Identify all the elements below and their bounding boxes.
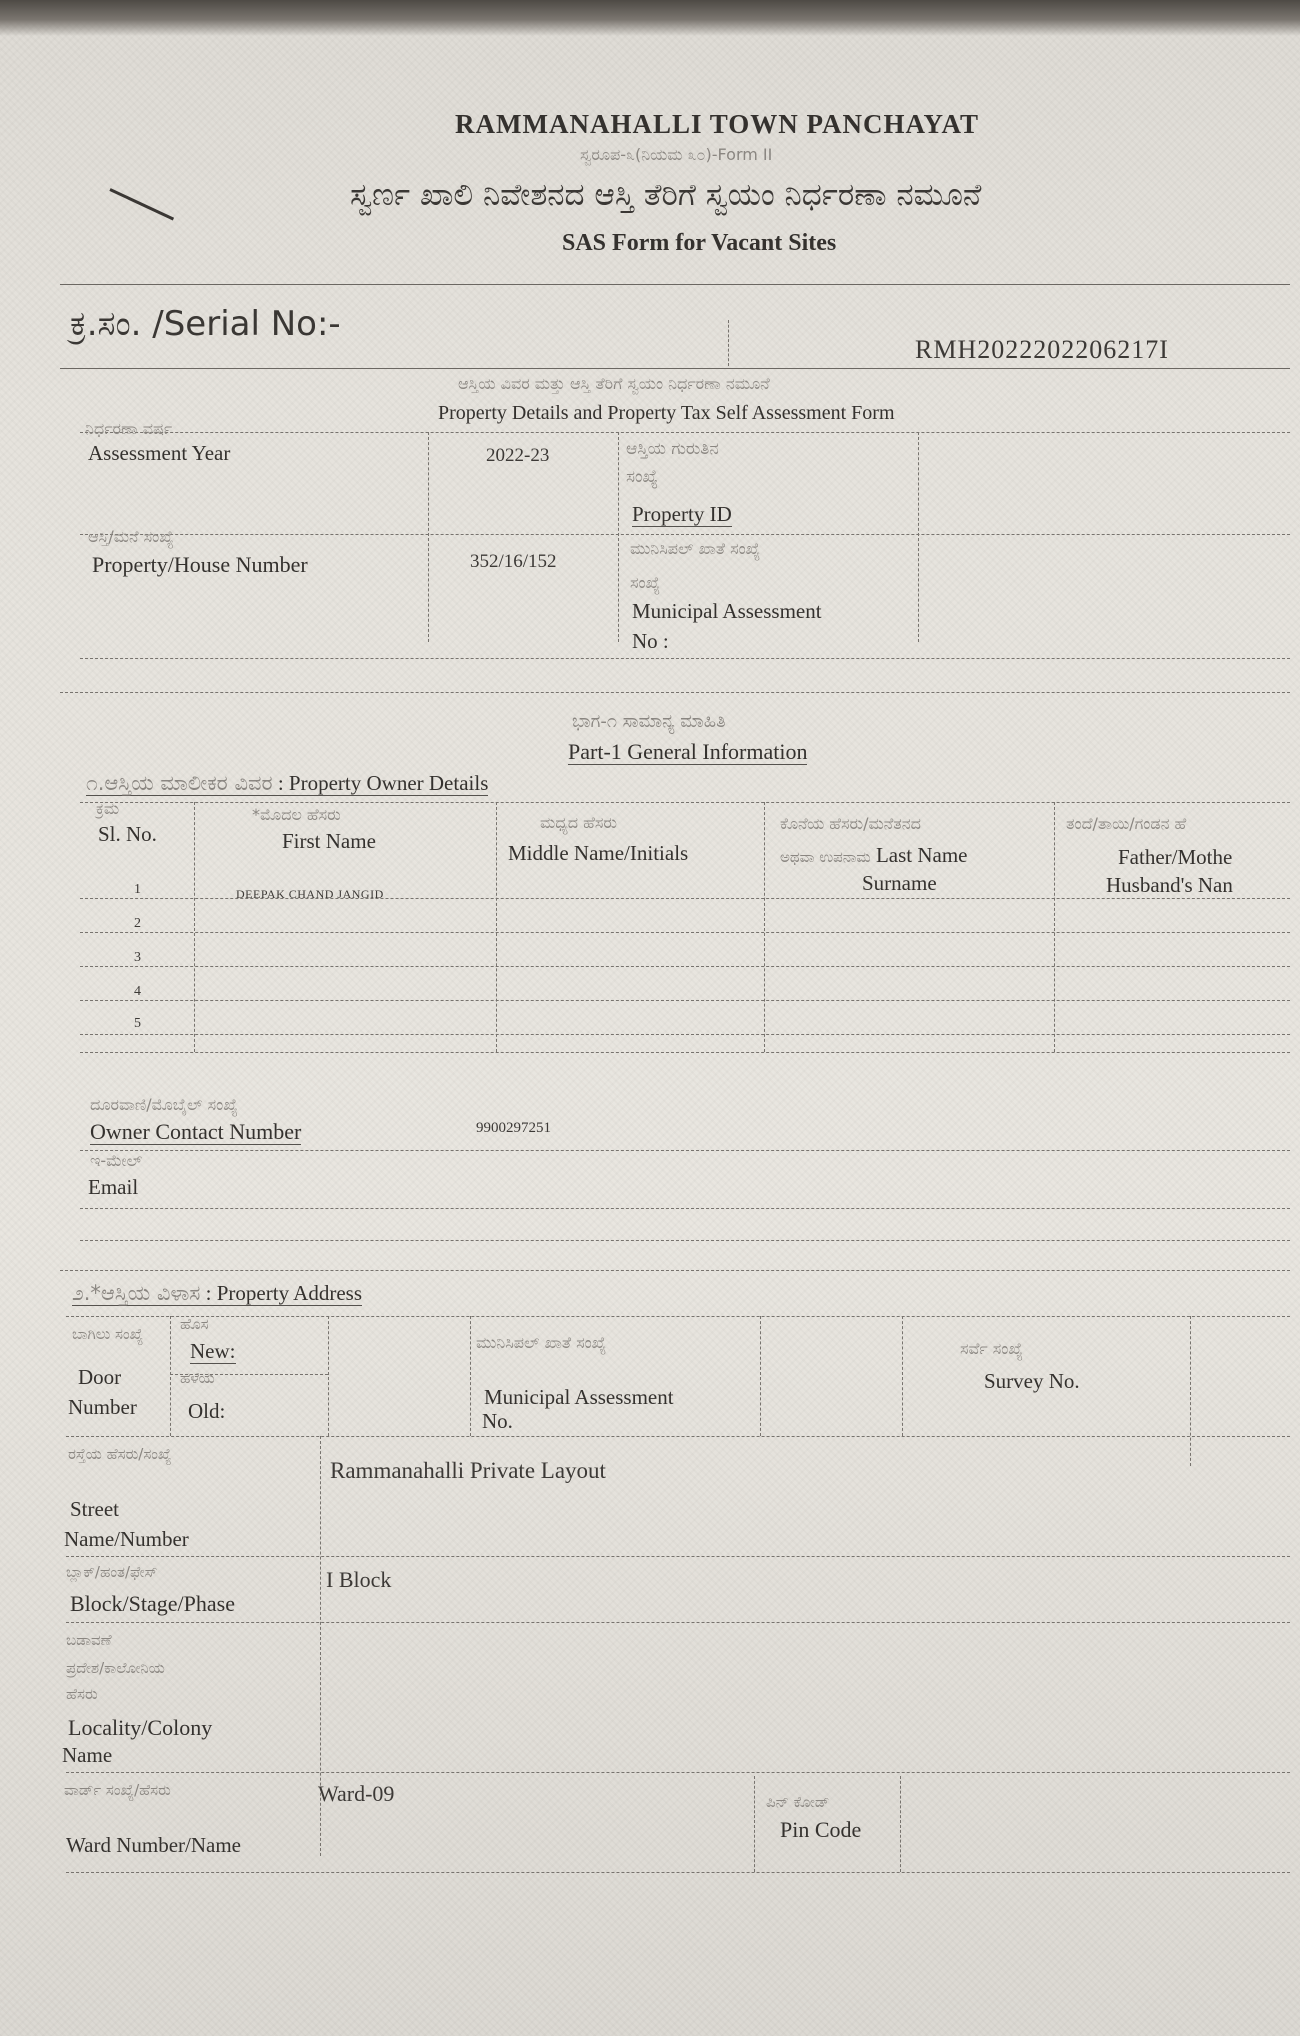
property-id-label-kn: ಆಸ್ತಿಯ ಗುರುತಿನ — [626, 439, 719, 459]
locality-label: Locality/Colony — [68, 1715, 213, 1740]
owner-col-divider-1 — [194, 802, 195, 1052]
address-divider-4 — [1190, 1316, 1191, 1466]
locality-label-kn-2: ಪ್ರದೇಶ/ಕಾಲೋನಿಯ — [66, 1659, 165, 1677]
door-label: Door — [78, 1365, 122, 1389]
property-block-heading-en: Property Details and Property Tax Self Assessment Form — [438, 402, 895, 424]
page-top-edge — [0, 0, 1300, 36]
street-label-2: Name/Number — [64, 1527, 189, 1551]
col-last-name — [780, 844, 967, 867]
assessment-year-label-kn: ನಿರ್ಧರಣಾ ವರ್ಷ — [85, 419, 173, 438]
door-label-kn: ಬಾಗಿಲು ಸಂಖ್ಯೆ — [72, 1325, 144, 1343]
col-parent-kn: ತಂದೆ/ತಾಯಿ/ಗಂಡನ ಹೆ — [1066, 814, 1187, 833]
address-divider-new — [328, 1316, 329, 1436]
property-id-label: Property ID — [632, 502, 732, 526]
rule-street — [66, 1556, 1290, 1557]
rule-ward — [66, 1872, 1290, 1873]
form-reference: ಸ್ವರೂಪ-೩(ನಿಯಮ ೩೦)-Form II — [580, 145, 773, 164]
part1-heading: Part-1 General Information — [568, 739, 808, 764]
contact-value: 9900297251 — [476, 1120, 551, 1136]
door-old-label: Old: — [188, 1399, 226, 1423]
address-heading — [72, 1282, 362, 1305]
col-middle-name: Middle Name/Initials — [508, 841, 689, 865]
rule-property-top — [80, 432, 1290, 433]
assessment-year-value: 2022-23 — [486, 445, 550, 466]
address-divider-2 — [760, 1316, 761, 1436]
locality-label-kn-3: ಹೆಸರು — [66, 1685, 98, 1703]
col-parent: Father/Mothe — [1118, 845, 1233, 869]
house-number-value: 352/16/152 — [470, 551, 557, 572]
door-new-label-kn: ಹೊಸ — [180, 1315, 209, 1333]
rule-owner-header-top — [80, 802, 1290, 803]
ward-value: Ward-09 — [318, 1781, 395, 1806]
col-last-name-kn-2: ಅಥವಾ ಉಪನಾಮ — [780, 848, 871, 866]
contact-label: Owner Contact Number — [90, 1119, 302, 1144]
house-number-label: Property/House Number — [92, 552, 308, 577]
rule-locality — [66, 1772, 1290, 1773]
rule-contact — [80, 1150, 1290, 1151]
block-value: I Block — [326, 1567, 392, 1592]
rule-address-head — [66, 1316, 1290, 1317]
municipal-assessment-label-2: No : — [632, 629, 669, 653]
property-block-heading-kn: ಆಸ್ತಿಯ ವಿವರ ಮತ್ತು ಆಸ್ತಿ ತೆರಿಗೆ ಸ್ವಯಂ ನಿರ್ಧರಣಾ ನಮೂನೆ — [458, 374, 770, 393]
survey-label: Survey No. — [984, 1369, 1080, 1393]
rule-serial — [60, 368, 1290, 369]
rule-row-5 — [80, 1052, 1290, 1053]
col-parent-2: Husband's Nan — [1106, 873, 1233, 897]
form-title-english: SAS Form for Vacant Sites — [562, 230, 837, 256]
email-label-kn: ಇ-ಮೇಲ್ — [90, 1151, 143, 1170]
municipal-assessment-label-kn: ಮುನಿಸಿಪಲ್ ಖಾತೆ ಸಂಖ್ಯೆ — [630, 539, 761, 558]
rule-top — [60, 284, 1290, 285]
door-label-2: Number — [68, 1395, 137, 1419]
row-sl: 5 — [134, 1016, 141, 1031]
property-divider-3 — [918, 432, 919, 642]
address-divider-muni — [470, 1316, 471, 1436]
address-municipal-label-kn: ಮುನಿಸಿಪಲ್ ಖಾತೆ ಸಂಖ್ಯೆ — [476, 1333, 607, 1352]
owner-details-heading-en: : Property Owner Details — [272, 771, 489, 795]
locality-label-2: Name — [62, 1743, 113, 1767]
ward-divider — [754, 1776, 755, 1872]
owner-col-divider-3 — [764, 802, 765, 1052]
part1-heading-kn: ಭಾಗ-೧ ಸಾಮಾನ್ಯ ಮಾಹಿತಿ — [572, 711, 726, 732]
survey-label-kn: ಸರ್ವೆ ಸಂಖ್ಯೆ — [960, 1339, 1023, 1358]
owner-details-heading — [86, 772, 488, 795]
col-last-name-en: Last Name — [875, 843, 968, 867]
rule-address-top — [60, 1270, 1290, 1271]
serial-number: RMH2022202206217I — [915, 335, 1169, 364]
property-divider-2 — [618, 432, 619, 642]
block-label-kn: ಬ್ಲಾಕ್/ಹಂತ/ಫೇಸ್ — [66, 1563, 158, 1581]
house-number-label-kn: ಆಸ್ತಿ/ಮನೆ ಸಂಖ್ಯೆ — [88, 527, 174, 546]
street-label-kn: ರಸ್ತೆಯ ಹೆಸರು/ಸಂಖ್ಯೆ — [68, 1445, 172, 1463]
property-divider-1 — [428, 432, 429, 642]
row-sl: 4 — [134, 984, 141, 999]
rule-row-1 — [80, 932, 1290, 933]
rule-address-row1 — [66, 1436, 1290, 1437]
municipal-assessment-label-kn-2: ಸಂಖ್ಯೆ — [630, 573, 661, 592]
col-sl: Sl. No. — [98, 822, 157, 846]
col-surname: Surname — [862, 871, 937, 895]
contact-label-kn: ದೂರವಾಣಿ/ಮೊಬೈಲ್ ಸಂಖ್ಯೆ — [90, 1095, 238, 1114]
email-label: Email — [88, 1175, 139, 1199]
address-municipal-label: Municipal Assessment — [484, 1385, 674, 1409]
col-middle-name-kn: ಮಧ್ಯದ ಹೆಸರು — [540, 813, 617, 832]
rule-row-3 — [80, 1000, 1290, 1001]
locality-label-kn: ಬಡಾವಣೆ — [66, 1631, 112, 1649]
col-first-name: First Name — [282, 829, 376, 853]
rule-row-2 — [80, 966, 1290, 967]
street-label: Street — [70, 1497, 119, 1521]
pin-label: Pin Code — [780, 1817, 862, 1842]
rule-block — [66, 1622, 1290, 1623]
address-divider-door — [170, 1316, 171, 1436]
rule-property-bottom — [80, 658, 1290, 659]
row-first-name: DEEPAK CHAND JANGID — [236, 887, 384, 901]
door-new-label: New: — [190, 1339, 236, 1363]
col-first-name-kn: *ಮೊದಲ ಹೆಸರು — [252, 805, 341, 824]
street-value: Rammanahalli Private Layout — [330, 1458, 606, 1483]
serial-label: ಕ್ರ.ಸಂ. /Serial No:- — [70, 304, 341, 344]
row-sl: 3 — [134, 950, 141, 965]
assessment-year-label: Assessment Year — [88, 441, 231, 465]
rule-email — [80, 1208, 1290, 1209]
ward-label: Ward Number/Name — [66, 1833, 241, 1857]
door-old-label-kn: ಹಳೆಯ — [180, 1369, 215, 1387]
serial-divider — [728, 320, 729, 366]
ward-label-kn: ವಾರ್ಡ್ ಸಂಖ್ಯೆ/ಹೆಸರು — [64, 1781, 171, 1799]
row-sl: 2 — [134, 916, 141, 931]
owner-col-divider-4 — [1054, 802, 1055, 1052]
row-sl: 1 — [134, 882, 141, 897]
address-municipal-label-2: No. — [482, 1409, 513, 1433]
block-label: Block/Stage/Phase — [70, 1591, 235, 1616]
pen-mark — [109, 188, 174, 220]
owner-col-divider-2 — [496, 802, 497, 1052]
owner-details-heading-kn: ೧.ಆಸ್ತಿಯ ಮಾಲೀಕರ ವಿವರ — [86, 771, 273, 795]
address-divider-3 — [902, 1316, 903, 1436]
address-heading-kn: ೨.*ಆಸ್ತಿಯ ವಿಳಾಸ — [72, 1281, 201, 1305]
pin-label-kn: ಪಿನ್ ಕೋಡ್ — [766, 1793, 830, 1811]
property-id-label-kn-2: ಸಂಖ್ಯೆ — [626, 467, 658, 487]
rule-email-2 — [80, 1240, 1290, 1241]
address-heading-en: : Property Address — [200, 1281, 362, 1305]
pin-divider — [900, 1776, 901, 1872]
form-title-kannada: ಸ್ವರ್ಣ ಖಾಲಿ ನಿವೇಶನದ ಆಸ್ತಿ ತೆರಿಗೆ ಸ್ವಯಂ ನಿರ್ಧರಣಾ ನಮೂನೆ — [350, 177, 982, 213]
rule-property-mid — [80, 534, 1290, 535]
municipal-assessment-label: Municipal Assessment — [632, 599, 822, 623]
rule-row-4 — [80, 1034, 1290, 1035]
col-last-name-kn: ಕೊನೆಯ ಹೆಸರು/ಮನೆತನದ — [780, 814, 921, 833]
panchayat-name: RAMMANAHALLI TOWN PANCHAYAT — [455, 109, 980, 139]
col-sl-kn: ಕ್ರಮ — [96, 799, 120, 818]
rule-door-split — [170, 1374, 328, 1375]
rule-part1-top — [60, 692, 1290, 693]
